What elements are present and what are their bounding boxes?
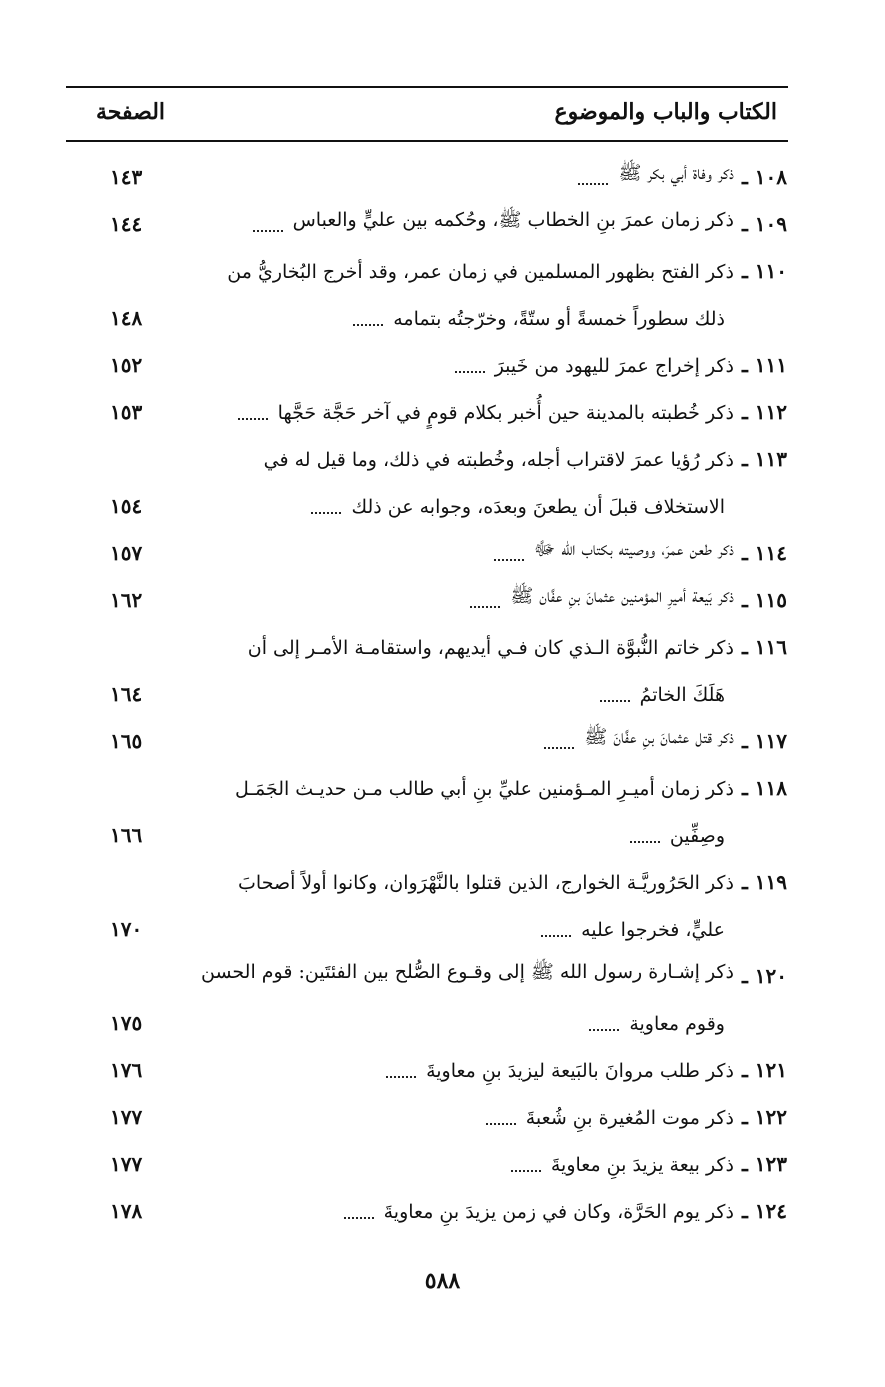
toc-entry: [0, 761, 885, 855]
entry-title: ذكر إشـارة رسول الله ﷺ إلى وقـوع الصُّلح بين الفئتَين: قوم الحسن: [201, 961, 734, 983]
toc-entry: [0, 855, 885, 949]
dot-leader: [578, 183, 608, 185]
entry-page-number: ١٧٠: [110, 917, 143, 941]
entry-title: وقوم معاوية: [629, 1013, 725, 1035]
toc-entry-line: [0, 197, 885, 244]
toc-entry-line: [0, 667, 885, 714]
toc-entry-line: [0, 150, 885, 197]
entry-title: ذلك سطوراً خمسةً أو ستّةً، وخرّجتُه بتمامه: [393, 308, 725, 330]
dot-leader: [589, 1029, 619, 1031]
toc-entry: [0, 573, 885, 620]
toc-entry: [0, 338, 885, 385]
toc-entry-line: [0, 573, 885, 620]
entry-number: ١٠٩ ـ: [741, 212, 787, 236]
entry-page-number: ١٧٦: [110, 1058, 143, 1082]
entry-number: ١٢٤ ـ: [741, 1199, 787, 1223]
dot-leader: [600, 700, 630, 702]
entry-page-number: ١٥٢: [110, 353, 143, 377]
entry-number: ١١٢ ـ: [741, 400, 787, 424]
toc-entry-line: [0, 620, 885, 667]
toc-entry-line: [0, 1043, 885, 1090]
entry-title: ذكر زمان أميـرِ المـؤمنين عليِّ بنِ أبي طالب مـن حديـث الجَمَـل: [234, 778, 734, 800]
toc-entry-line: [0, 808, 885, 855]
entry-page-number: ١٦٤: [110, 682, 143, 706]
entry-title: ذكر الحَرُوريَّـة الخوارج، الذين قتلوا بالنَّهْرَوان، وكانوا أولاً أصحابَ: [238, 872, 734, 894]
entry-title: هَلَكَ الخاتمُ: [639, 684, 725, 706]
toc-entry-line: [0, 1137, 885, 1184]
entry-title: عليٍّ، فخرجوا عليه: [581, 919, 725, 941]
entry-page-number: ١٧٧: [110, 1152, 143, 1176]
dot-leader: [455, 371, 485, 373]
entry-number: ١١٠ ـ: [741, 259, 787, 283]
dot-leader: [511, 1170, 541, 1172]
toc-entry-line: [0, 291, 885, 338]
dot-leader: [541, 935, 571, 937]
entry-title: ذكر خاتم النُّبوَّة الـذي كان فـي أيديهم، واستقامـة الأمـر إلى أن: [247, 637, 734, 659]
dot-leader: [311, 512, 341, 514]
entry-number: ١١٧ ـ: [741, 729, 787, 753]
entry-title: ذكر موت المُغيرة بنِ شُعبةَ: [525, 1107, 734, 1129]
entry-page-number: ١٦٥: [110, 729, 143, 753]
header-topic-label: الكتاب والباب والموضوع: [554, 99, 777, 125]
entry-number: ١٠٨ ـ: [741, 165, 787, 189]
toc-entry: [0, 150, 885, 197]
entry-page-number: ١٤٣: [110, 165, 143, 189]
toc-list: [0, 150, 885, 1231]
entry-page-number: ١٤٤: [110, 212, 143, 236]
toc-entry-line: [0, 244, 885, 291]
entry-title: ذكر طعن عمرَ، ووصيته بكتاب الله ﷻ: [533, 538, 734, 560]
toc-entry-line: [0, 714, 885, 761]
entry-number: ١١٥ ـ: [741, 588, 787, 612]
toc-entry-line: [0, 949, 885, 996]
dot-leader: [253, 230, 283, 232]
toc-entry-line: [0, 1184, 885, 1231]
dot-leader: [386, 1076, 416, 1078]
toc-entry-line: [0, 526, 885, 573]
dot-leader: [353, 324, 383, 326]
dot-leader: [470, 606, 500, 608]
toc-entry: [0, 197, 885, 244]
entry-page-number: ١٦٢: [110, 588, 143, 612]
toc-entry: [0, 526, 885, 573]
toc-entry: [0, 1184, 885, 1231]
toc-entry-line: [0, 996, 885, 1043]
toc-entry: [0, 244, 885, 338]
dot-leader: [486, 1123, 516, 1125]
dot-leader: [630, 841, 660, 843]
toc-entry: [0, 1043, 885, 1090]
entry-number: ١١٣ ـ: [741, 447, 787, 471]
entry-page-number: ١٧٨: [110, 1199, 143, 1223]
entry-number: ١١١ ـ: [741, 353, 787, 377]
toc-entry-line: [0, 902, 885, 949]
entry-title: ذكر زمان عمرَ بنِ الخطاب ﷺ، وحُكمه بين عليٍّ والعباس: [292, 209, 734, 231]
entry-page-number: ١٧٥: [110, 1011, 143, 1035]
toc-entry-line: [0, 855, 885, 902]
dot-leader: [544, 747, 574, 749]
entry-page-number: ١٧٧: [110, 1105, 143, 1129]
entry-page-number: ١٥٧: [110, 541, 143, 565]
entry-page-number: ١٥٤: [110, 494, 143, 518]
entry-title: ذكر قتل عثمانَ بنِ عفَّانَ ﷺ: [584, 726, 734, 748]
toc-entry: [0, 385, 885, 432]
toc-entry: [0, 432, 885, 526]
entry-title: ذكر بَيعة أميرِ المؤمنين عثمانَ بنِ عفَّان ﷺ: [510, 585, 734, 607]
toc-entry-line: [0, 1090, 885, 1137]
top-rule: [66, 86, 788, 88]
entry-title: ذكر وفاة أبي بكر ﷺ: [618, 162, 734, 184]
entry-title: وصِفِّين: [669, 825, 725, 847]
toc-entry-line: [0, 761, 885, 808]
toc-entry-line: [0, 432, 885, 479]
entry-number: ١٢١ ـ: [741, 1058, 787, 1082]
entry-title: ذكر إخراج عمرَ لليهود من خَيبرَ: [494, 355, 734, 377]
entry-number: ١١٩ ـ: [741, 870, 787, 894]
toc-entry: [0, 1137, 885, 1184]
entry-number: ١٢٢ ـ: [741, 1105, 787, 1129]
toc-entry-line: [0, 338, 885, 385]
entry-page-number: ١٥٣: [110, 400, 143, 424]
page-number: ٥٨٨: [424, 1268, 461, 1294]
header-rule: [66, 140, 788, 142]
entry-title: ذكر بيعة يزيدَ بنِ معاويةَ: [550, 1154, 734, 1176]
entry-page-number: ١٤٨: [110, 306, 143, 330]
entry-number: ١١٤ ـ: [741, 541, 787, 565]
entry-title: ذكر طلب مروانَ بالبَيعة ليزيدَ بنِ معاويةَ: [426, 1060, 734, 1082]
dot-leader: [238, 418, 268, 420]
dot-leader: [344, 1217, 374, 1219]
entry-number: ١١٨ ـ: [741, 776, 787, 800]
toc-entry: [0, 620, 885, 714]
toc-entry: [0, 714, 885, 761]
entry-page-number: ١٦٦: [110, 823, 143, 847]
toc-entry-line: [0, 385, 885, 432]
entry-number: ١١٦ ـ: [741, 635, 787, 659]
entry-number: ١٢٠ ـ: [741, 964, 787, 988]
entry-title: ذكر خُطبته بالمدينة حين أُخبر بكلام قومٍ في آخر حَجَّة حَجَّها: [277, 402, 734, 424]
entry-title: الاستخلاف قبلَ أن يطعنَ وبعدَه، وجوابه عن ذلك: [351, 496, 725, 518]
entry-number: ١٢٣ ـ: [741, 1152, 787, 1176]
toc-entry-line: [0, 479, 885, 526]
entry-title: ذكر الفتح بظهور المسلمين في زمان عمر، وقد أخرج البُخاريُّ من: [227, 261, 734, 283]
header-page-label: الصفحة: [96, 99, 166, 125]
toc-entry: [0, 949, 885, 1043]
toc-entry: [0, 1090, 885, 1137]
dot-leader: [494, 559, 524, 561]
entry-title: ذكر يوم الحَرَّة، وكان في زمن يزيدَ بنِ معاويةَ: [383, 1201, 734, 1223]
entry-title: ذكر رُؤيا عمرَ لاقتراب أجله، وخُطبته في ذلك، وما قيل له في: [263, 449, 734, 471]
